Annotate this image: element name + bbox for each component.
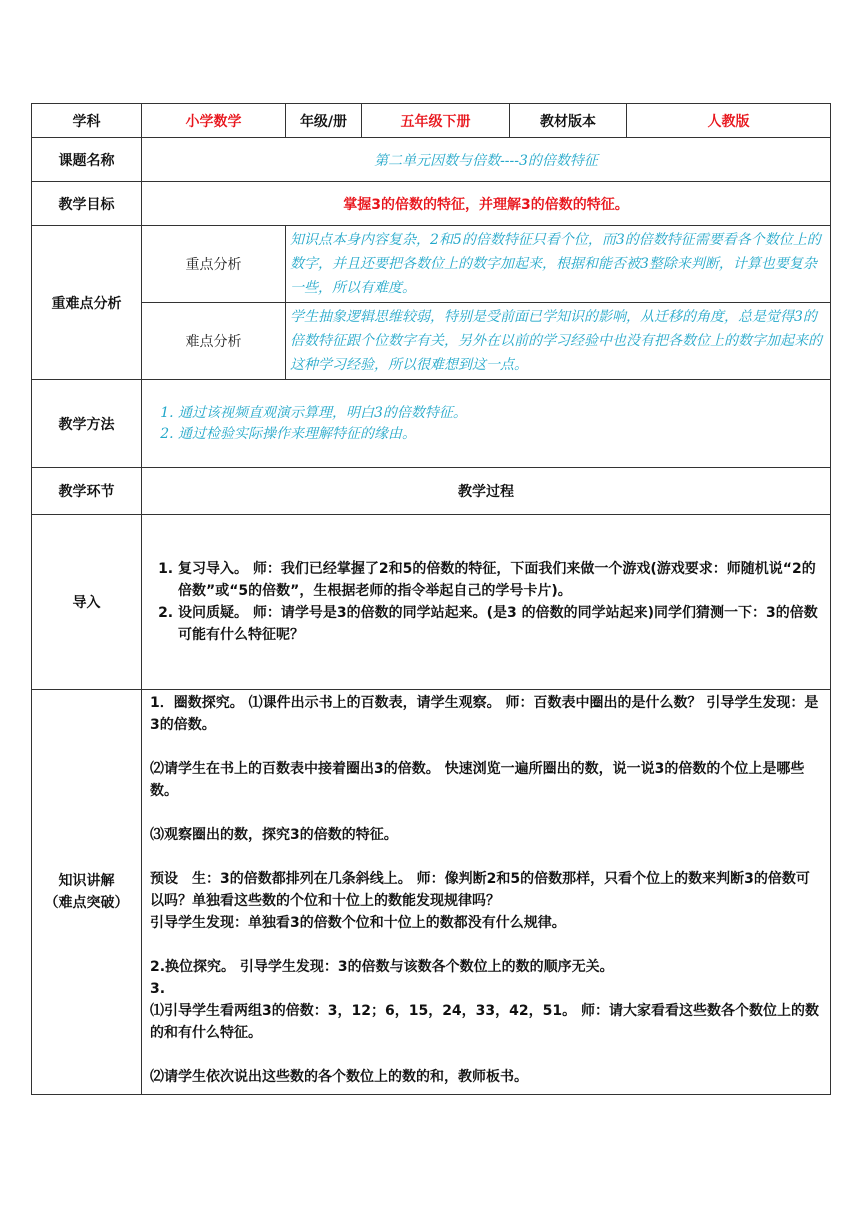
knowledge-paragraph: ⑵请学生在书上的百数表中接着圈出3的倍数。 快速浏览一遍所圈出的数，说一说3的倍数的个位上是哪些数。	[150, 761, 805, 799]
intro-row	[32, 515, 831, 690]
topic-label: 课题名称	[32, 138, 142, 182]
hard-point-label: 难点分析	[142, 303, 286, 380]
knowledge-paragraph: ⑵请学生依次说出这些数的各个数位上的数的和，教师板书。	[150, 1069, 528, 1085]
knowledge-paragraph: ⑶观察圈出的数，探究3的倍数的特征。	[150, 827, 398, 843]
header-row	[32, 104, 831, 138]
method-row	[32, 380, 831, 468]
knowledge-content	[142, 690, 831, 1095]
intro-item: 1. 复习导入。 师：我们已经掌握了2和5的倍数的特征，下面我们来做一个游戏(游戏要求：师随机说“2的倍数”或“5的倍数”，生根据老师的指令举起自己的学号卡片)。	[178, 558, 824, 602]
lesson-plan-table	[31, 103, 831, 1095]
topic-value: 第二单元因数与倍数----3的倍数特征	[142, 138, 831, 182]
knowledge-paragraph: 3.	[150, 981, 166, 997]
method-label: 教学方法	[32, 380, 142, 468]
goal-row	[32, 182, 831, 226]
topic-row	[32, 138, 831, 182]
intro-list	[148, 558, 824, 646]
hard-point-text: 学生抽象逻辑思维较弱，特别是受前面已学知识的影响，从迁移的角度，总是觉得3的倍数特征跟个位数字有关，另外在以前的学习经验中也没有把各数位上的数字加起来的这种学习经验，所以很难想到这一点。	[286, 303, 831, 380]
edition-label: 教材版本	[510, 104, 627, 138]
knowledge-row	[32, 690, 831, 1095]
knowledge-paragraph: 预设 生：3的倍数都排列在几条斜线上。 师：像判断2和5的倍数那样，只看个位上的数来判断3的倍数可以吗？单独看这些数的个位和十位上的数能发现规律吗？	[150, 871, 810, 909]
knowledge-paragraph: 2.换位探究。 引导学生发现：3的倍数与该数各个数位上的数的顺序无关。	[150, 959, 614, 975]
method-item: 2. 通过检验实际操作来理解特征的缘由。	[178, 424, 830, 445]
knowledge-label-line1: 知识讲解	[58, 873, 115, 889]
intro-label: 导入	[32, 515, 142, 690]
process-title: 教学过程	[142, 468, 831, 515]
knowledge-label-line2: （难点突破）	[44, 895, 129, 911]
key-point-row	[32, 226, 831, 303]
method-list	[142, 403, 830, 445]
subject-value: 小学数学	[142, 104, 286, 138]
process-header-row	[32, 468, 831, 515]
goal-value: 掌握3的倍数的特征，并理解3的倍数的特征。	[142, 182, 831, 226]
hard-point-row	[32, 303, 831, 380]
process-stage-label: 教学环节	[32, 468, 142, 515]
intro-item: 2. 设问质疑。 师：请学号是3的倍数的同学站起来。(是3 的倍数的同学站起来)同学们猜测一下：3的倍数可能有什么特征呢？	[178, 602, 824, 646]
key-point-text: 知识点本身内容复杂，2和5的倍数特征只看个位，而3的倍数特征需要看各个数位上的数字，并且还要把各数位上的数字加起来，根据和能否被3整除来判断，计算也要复杂一些，所以有难度。	[286, 226, 831, 303]
grade-label: 年级/册	[286, 104, 362, 138]
knowledge-paragraph: ⑴引导学生看两组3的倍数：3，12；6，15，24，33，42，51。 师：请大家看看这些数各个数位上的数的和有什么特征。	[150, 1003, 819, 1041]
grade-value: 五年级下册	[362, 104, 510, 138]
key-point-label: 重点分析	[142, 226, 286, 303]
edition-value: 人教版	[627, 104, 831, 138]
goal-label: 教学目标	[32, 182, 142, 226]
difficulty-label: 重难点分析	[32, 226, 142, 380]
intro-cell	[142, 515, 831, 690]
knowledge-paragraph: 引导学生发现：单独看3的倍数个位和十位上的数都没有什么规律。	[150, 915, 566, 931]
method-cell	[142, 380, 831, 468]
knowledge-label	[32, 690, 142, 1095]
subject-label: 学科	[32, 104, 142, 138]
method-item: 1. 通过该视频直观演示算理，明白3的倍数特征。	[178, 403, 830, 424]
knowledge-paragraph: 1．圈数探究。 ⑴课件出示书上的百数表，请学生观察。 师：百数表中圈出的是什么数？ 引导学生发现：是3的倍数。	[150, 695, 819, 733]
